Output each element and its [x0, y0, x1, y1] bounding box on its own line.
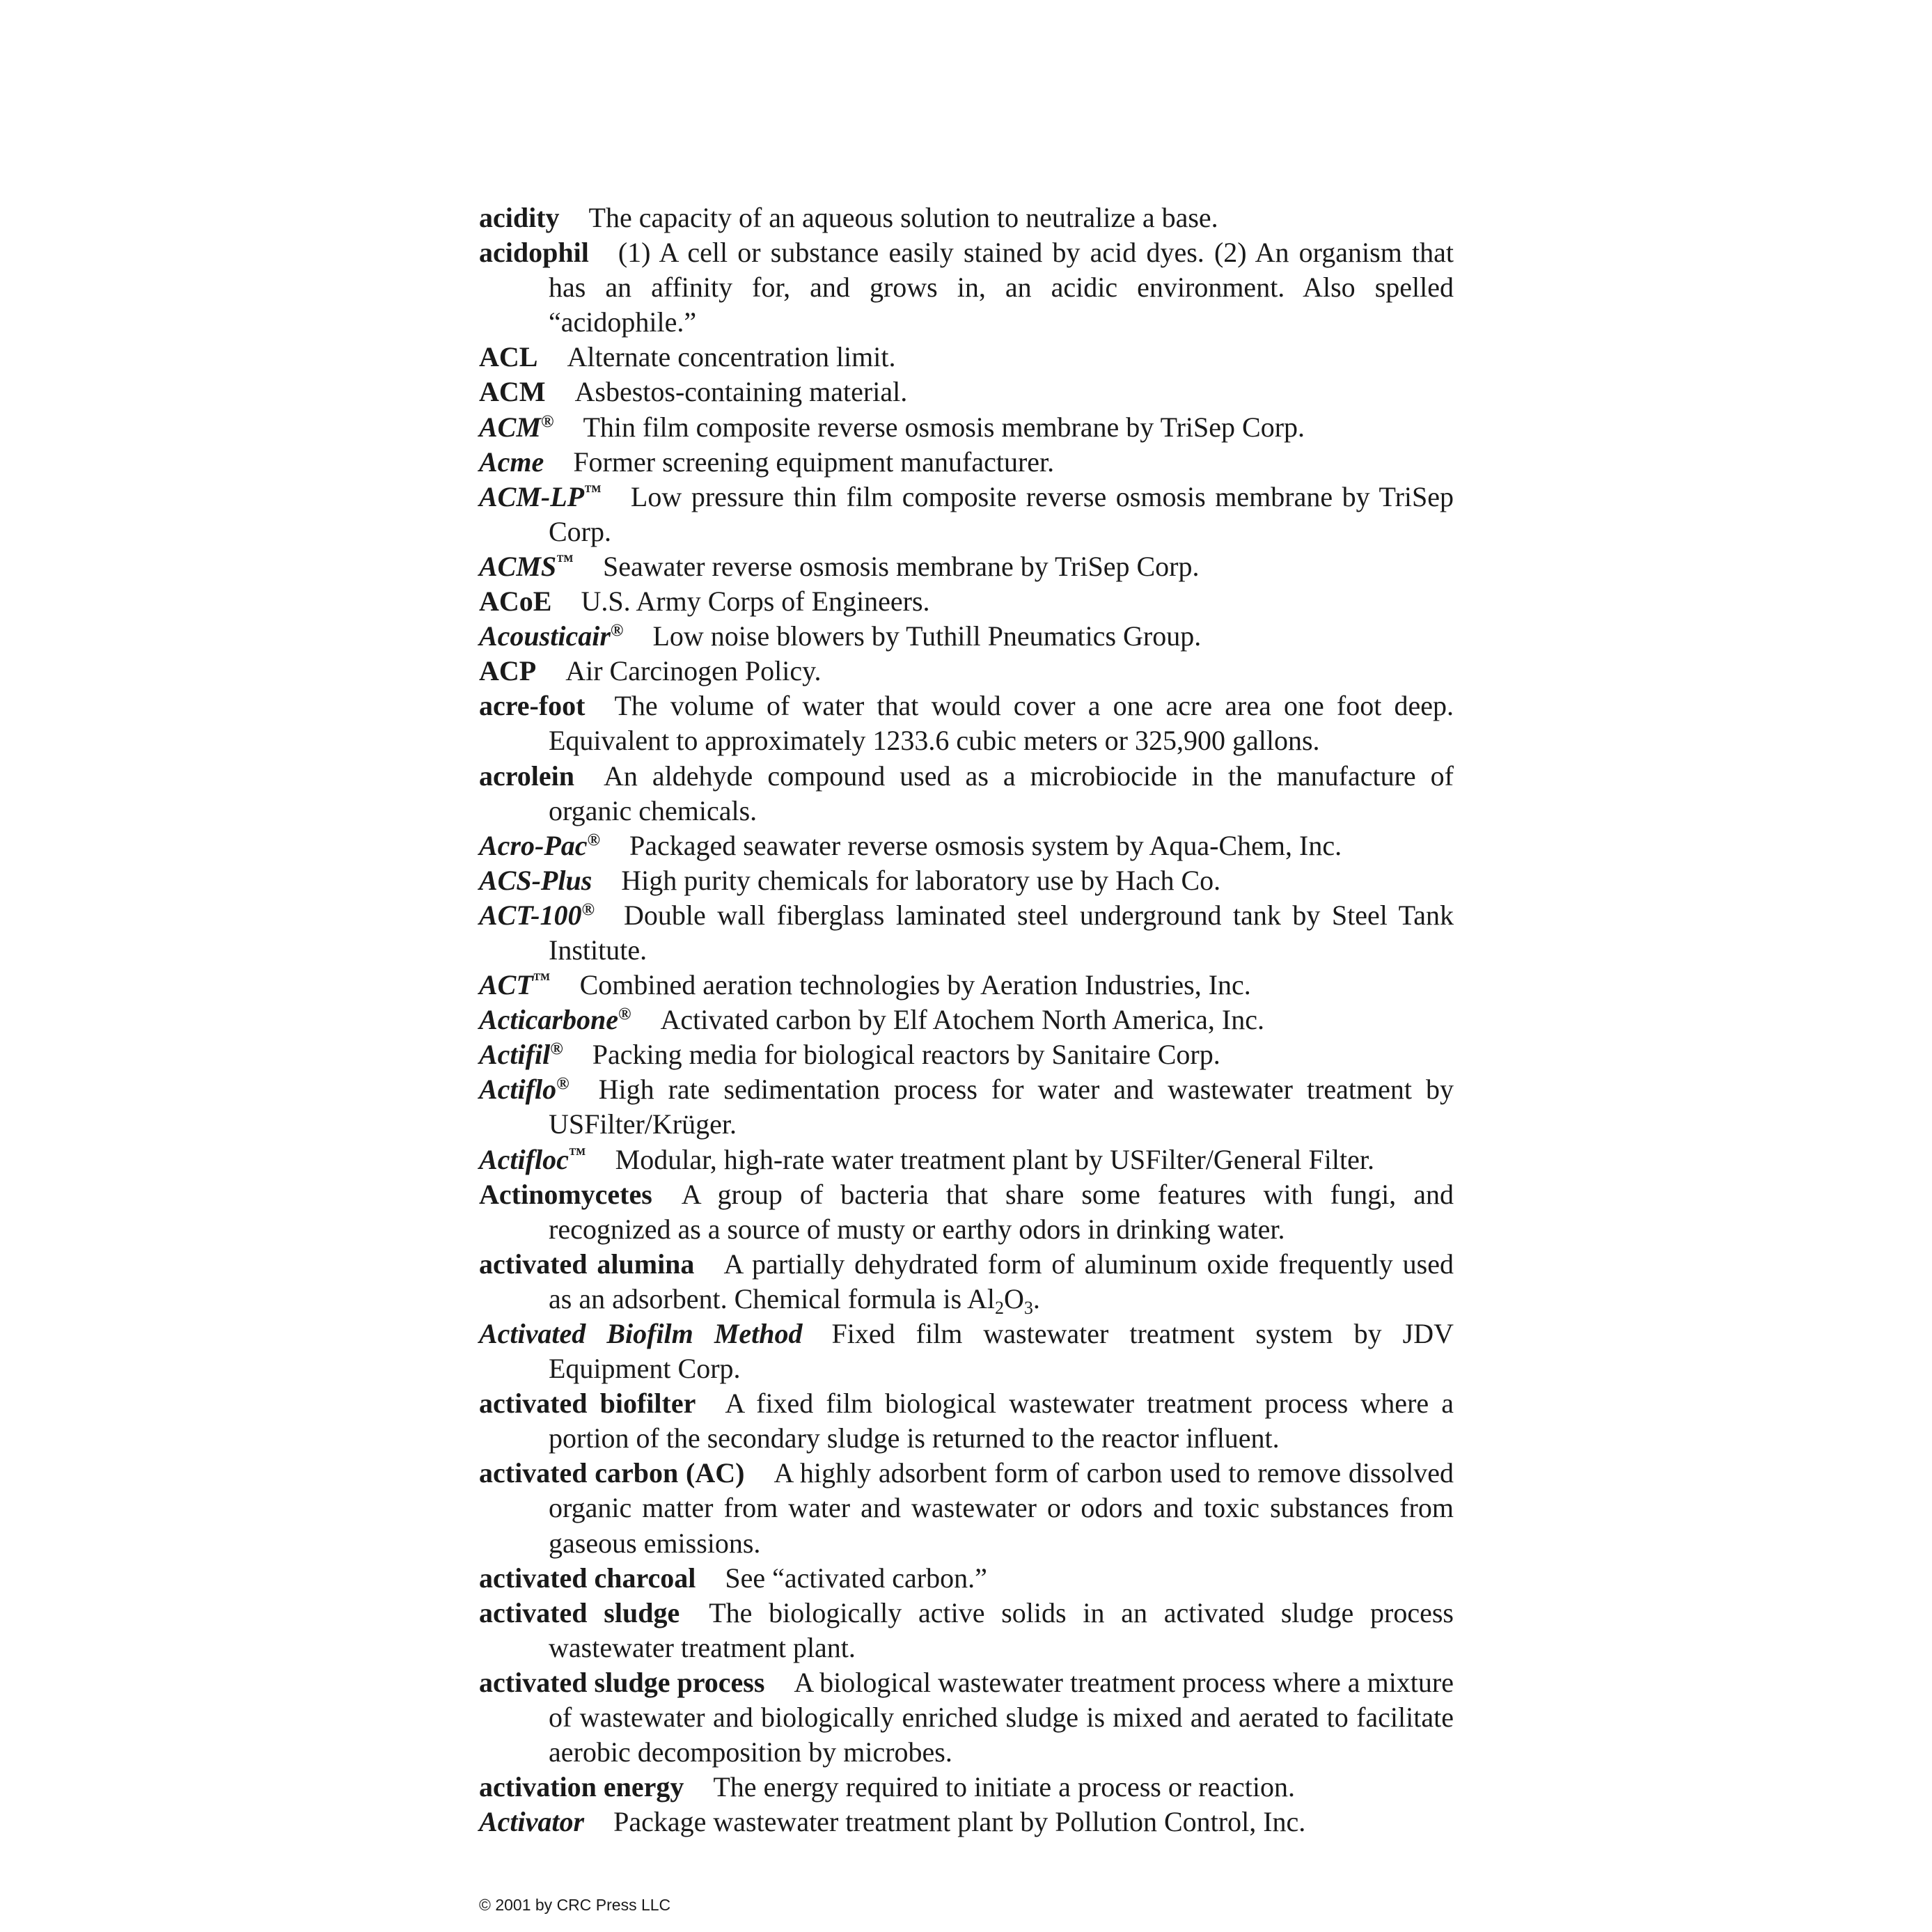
- entry-definition: A biological wastewater treatment process where a mixture of wastewater and biologically enriched sludge is mixed and aerated to facilitate aerobic decomposition by microbes.: [549, 1666, 1454, 1768]
- entry-term: acre-foot: [479, 690, 586, 722]
- entry-definition: Packaged seawater reverse osmosis system by Aqua-Chem, Inc.: [629, 829, 1342, 861]
- glossary-entry: [479, 410, 1454, 445]
- entry-definition: The capacity of an aqueous solution to neutralize a base.: [588, 202, 1218, 233]
- chemical-formula: [966, 1282, 1040, 1318]
- entry-definition: Fixed film wastewater treatment system by JDV Equipment Corp.: [549, 1318, 1454, 1385]
- glossary-entry: [479, 201, 1454, 235]
- entry-definition: A fixed film biological wastewater treatment process where a portion of the secondary sludge is returned to the reactor influent.: [549, 1388, 1454, 1454]
- glossary-entry: [479, 828, 1454, 863]
- trademark-symbol: ™: [533, 970, 551, 989]
- glossary-entry: [479, 1037, 1454, 1072]
- entry-term: ACT-100: [479, 899, 582, 931]
- entry-definition: Seawater reverse osmosis membrane by TriSep Corp.: [602, 550, 1200, 582]
- glossary-entry: [479, 480, 1454, 549]
- entry-definition: Low pressure thin film composite reverse osmosis membrane by TriSep Corp.: [549, 480, 1454, 547]
- glossary-entry: [479, 235, 1454, 340]
- formula-subscript: 2: [994, 1297, 1004, 1318]
- trademark-symbol: ®: [540, 411, 554, 431]
- entry-definition: Thin film composite reverse osmosis membrane by TriSep Corp.: [583, 411, 1305, 443]
- entry-term: ACoE: [479, 586, 552, 618]
- entry-term: Activator: [479, 1806, 585, 1838]
- formula-symbol: Al: [966, 1282, 995, 1314]
- entry-term: activated charcoal: [479, 1562, 696, 1594]
- entry-definition: High rate sedimentation process for water and wastewater treatment by USFilter/Krüger.: [549, 1074, 1454, 1140]
- entry-term: Activated Biofilm Method: [479, 1318, 803, 1349]
- entry-definition: Low noise blowers by Tuthill Pneumatics Group.: [652, 620, 1202, 652]
- trademark-symbol: ®: [618, 1005, 631, 1024]
- entry-definition: A partially dehydrated form of aluminum oxide frequently used as an adsorbent. Chemical formula is: [549, 1248, 1454, 1314]
- glossary-entry: [479, 1072, 1454, 1142]
- glossary-entry: [479, 1142, 1454, 1177]
- entry-definition: Package wastewater treatment plant by Pollution Control, Inc.: [613, 1806, 1306, 1838]
- entry-term: acrolein: [479, 760, 575, 792]
- entry-term: acidophil: [479, 237, 589, 269]
- glossary-entry: [479, 654, 1454, 689]
- entry-term: activated alumina: [479, 1248, 695, 1280]
- entry-definition: The biologically active solids in an activated sludge process wastewater treatment plant.: [549, 1596, 1454, 1663]
- entry-definition: Former screening equipment manufacturer.: [573, 446, 1055, 478]
- glossary-entry: [479, 1805, 1454, 1839]
- entry-definition: See “activated carbon.”: [725, 1562, 987, 1594]
- entry-term: Actifloc: [479, 1143, 569, 1175]
- glossary-entry: [479, 1770, 1454, 1805]
- formula-symbol: .: [1032, 1282, 1040, 1314]
- trademark-symbol: ®: [550, 1039, 563, 1059]
- entry-definition: An aldehyde compound used as a microbiocide in the manufacture of organic chemicals.: [549, 760, 1454, 826]
- entry-term: ACT: [479, 969, 533, 1001]
- entry-term: ACL: [479, 341, 538, 373]
- entry-term: activated sludge: [479, 1596, 680, 1628]
- formula-symbol: O: [1003, 1282, 1024, 1314]
- entry-term: Acro-Pac: [479, 829, 588, 861]
- glossary-entry: [479, 1596, 1454, 1665]
- glossary-entry: [479, 584, 1454, 619]
- entry-term: activation energy: [479, 1771, 684, 1803]
- entry-definition: Modular, high-rate water treatment plant by USFilter/General Filter.: [615, 1143, 1374, 1175]
- entry-term: acidity: [479, 202, 560, 233]
- entry-term: Actinomycetes: [479, 1178, 652, 1210]
- trademark-symbol: ™: [556, 551, 574, 571]
- entry-definition: Packing media for biological reactors by Sanitaire Corp.: [592, 1039, 1220, 1071]
- glossary-entry: [479, 689, 1454, 758]
- glossary-entry: [479, 1665, 1454, 1770]
- glossary-entry: [479, 759, 1454, 828]
- entry-definition: Air Carcinogen Policy.: [565, 655, 822, 687]
- entry-term: ACS-Plus: [479, 864, 592, 896]
- entry-definition: Double wall fiberglass laminated steel underground tank by Steel Tank Institute.: [549, 899, 1454, 966]
- glossary-entry: [479, 863, 1454, 898]
- entry-term: ACM: [479, 411, 541, 443]
- entry-definition: Alternate concentration limit.: [567, 341, 896, 373]
- glossary-entry: [479, 1456, 1454, 1560]
- entry-definition: High purity chemicals for laboratory use by Hach Co.: [621, 864, 1221, 896]
- entry-term: ACMS: [479, 550, 557, 582]
- entry-term: Actifil: [479, 1039, 551, 1071]
- entry-term: Actiflo: [479, 1074, 557, 1106]
- entry-definition: Asbestos-containing material.: [574, 376, 908, 408]
- entry-definition: The energy required to initiate a process or reaction.: [713, 1771, 1295, 1803]
- entry-term: activated sludge process: [479, 1666, 765, 1698]
- glossary-entry: [479, 445, 1454, 480]
- entry-definition: A highly adsorbent form of carbon used to remove dissolved organic matter from water and wastewater or odors and toxic substances from gaseous emissions.: [549, 1457, 1454, 1559]
- glossary-entry: [479, 968, 1454, 1003]
- entry-definition: Activated carbon by Elf Atochem North America, Inc.: [660, 1004, 1264, 1036]
- glossary-entry: [479, 1177, 1454, 1247]
- entry-term: Acousticair: [479, 620, 611, 652]
- glossary-entry: [479, 1386, 1454, 1456]
- trademark-symbol: ®: [610, 621, 624, 641]
- glossary-entry: [479, 1317, 1454, 1386]
- trademark-symbol: ®: [581, 900, 595, 920]
- entry-definition: U.S. Army Corps of Engineers.: [581, 586, 930, 618]
- entry-term: Acticarbone: [479, 1004, 618, 1036]
- trademark-symbol: ®: [556, 1074, 570, 1094]
- entry-definition: (1) A cell or substance easily stained by acid dyes. (2) An organism that has an affinity for, and grows in, an acidic environment. Also spelled “acidophile.”: [549, 237, 1454, 338]
- glossary-entry: [479, 619, 1454, 654]
- entry-definition: The volume of water that would cover a one acre area one foot deep. Equivalent to approximately 1233.6 cubic meters or 325,900 gallons.: [549, 690, 1454, 757]
- entry-term: ACP: [479, 655, 537, 687]
- entry-term: Acme: [479, 446, 544, 478]
- glossary-entry: [479, 1247, 1454, 1317]
- entry-definition: Combined aeration technologies by Aeration Industries, Inc.: [579, 969, 1251, 1001]
- entry-term: activated carbon (AC): [479, 1457, 745, 1489]
- copyright-footer: © 2001 by CRC Press LLC: [479, 1896, 671, 1914]
- trademark-symbol: ™: [568, 1144, 586, 1163]
- entry-term: ACM-LP: [479, 480, 585, 512]
- trademark-symbol: ®: [587, 831, 601, 850]
- glossary-entry: [479, 375, 1454, 409]
- trademark-symbol: ™: [584, 482, 602, 501]
- glossary-entry: [479, 340, 1454, 375]
- entry-term: activated biofilter: [479, 1388, 696, 1420]
- formula-subscript: 3: [1023, 1297, 1033, 1318]
- glossary-entry: [479, 1561, 1454, 1596]
- glossary-entry: [479, 1003, 1454, 1037]
- entry-term: ACM: [479, 376, 546, 408]
- glossary-entry: [479, 549, 1454, 584]
- entry-definition: A group of bacteria that share some features with fungi, and recognized as a source of musty or earthy odors in drinking water.: [549, 1178, 1454, 1245]
- glossary-entry: [479, 898, 1454, 968]
- glossary-list: [479, 201, 1454, 1839]
